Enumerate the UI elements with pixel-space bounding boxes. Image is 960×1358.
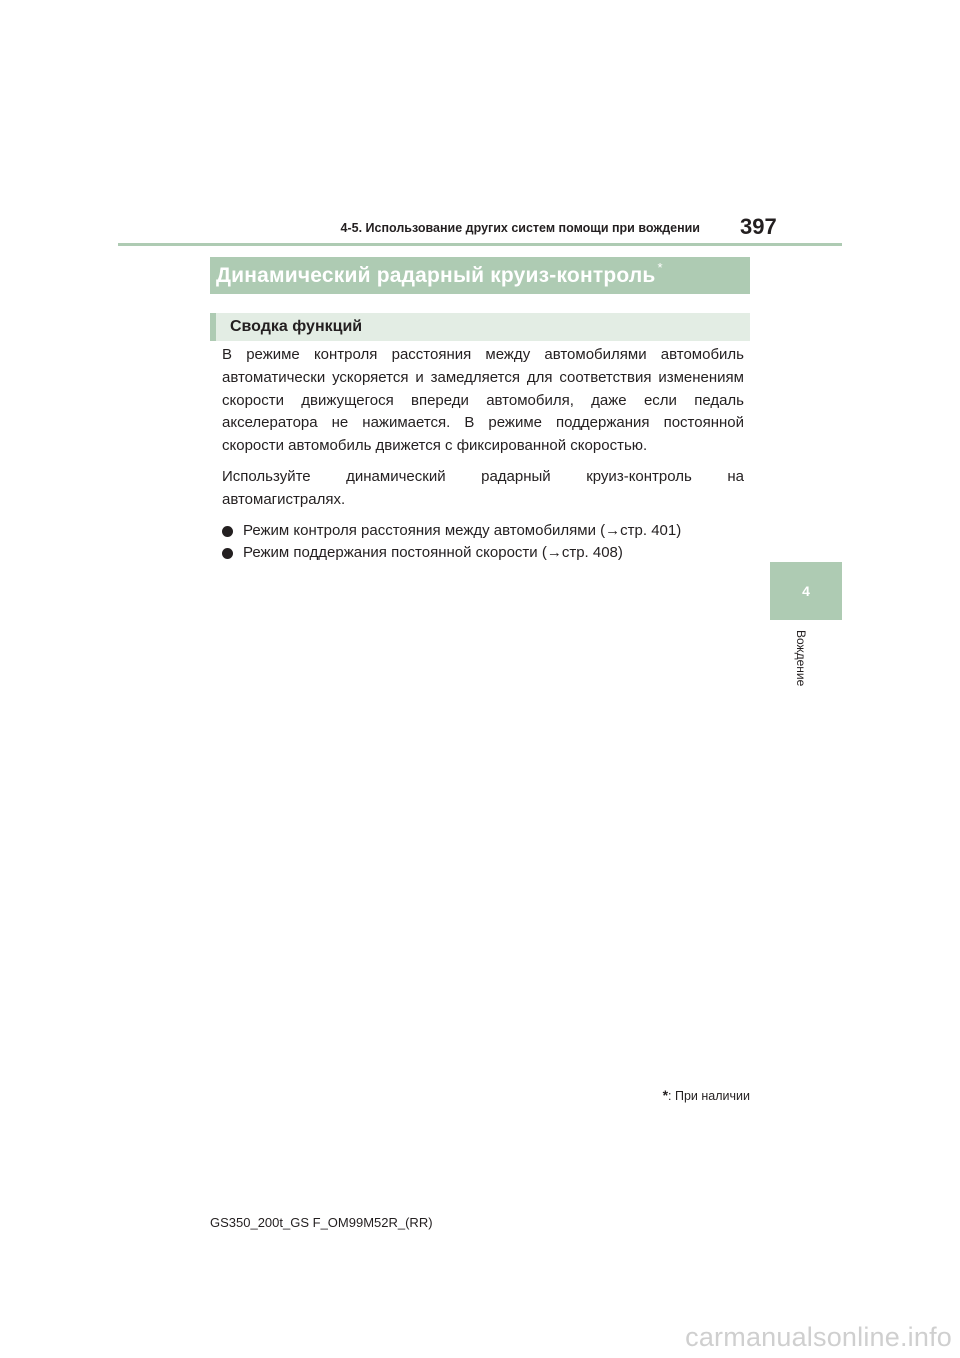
document-code: GS350_200t_GS F_OM99M52R_(RR) <box>210 1215 433 1230</box>
bullet-item <box>222 542 744 565</box>
section-title-bar <box>210 257 750 294</box>
header-divider <box>118 243 842 246</box>
running-header-section-title: 4-5. Использование других систем помощи при вождении <box>340 221 700 235</box>
subsection-title: Сводка функций <box>230 318 363 335</box>
chapter-tab[interactable] <box>770 562 842 620</box>
bullet-text[interactable]: Режим контроля расстояния между автомобилями (→стр. 401) <box>243 521 682 539</box>
page-number: 397 <box>740 214 777 239</box>
bullet-text[interactable]: Режим поддержания постоянной скорости (→стр. 408) <box>243 544 623 562</box>
footnote-text: : При наличии <box>668 1089 750 1103</box>
section-title: Динамический радарный круиз-контроль <box>216 263 656 287</box>
paragraph: Используйте динамический радарный круиз-контроль на автомагистралях. <box>222 467 744 508</box>
bullet-icon <box>222 548 233 559</box>
bullet-icon <box>222 526 233 537</box>
chapter-tab-label: Вождение <box>794 630 808 687</box>
bullet-item <box>222 520 744 543</box>
availability-star-icon: * <box>657 260 663 275</box>
watermark: carmanualsonline.info <box>685 1322 952 1352</box>
paragraph: В режиме контроля расстояния между автомобилями автомобиль автоматически ускоряется и замедляется для соответствия изменениям скорости движущегося впереди автомобиля, даже если педаль акселератора не нажимается. В режиме поддержания постоянной скорости автомобиль движется с фиксированной скоростью. <box>222 346 744 455</box>
footnote <box>550 1087 750 1103</box>
subsection-title-bar <box>210 313 750 341</box>
body-text <box>222 344 744 565</box>
footnote-star-icon: * <box>662 1087 669 1103</box>
chapter-tab-number: 4 <box>802 583 810 599</box>
